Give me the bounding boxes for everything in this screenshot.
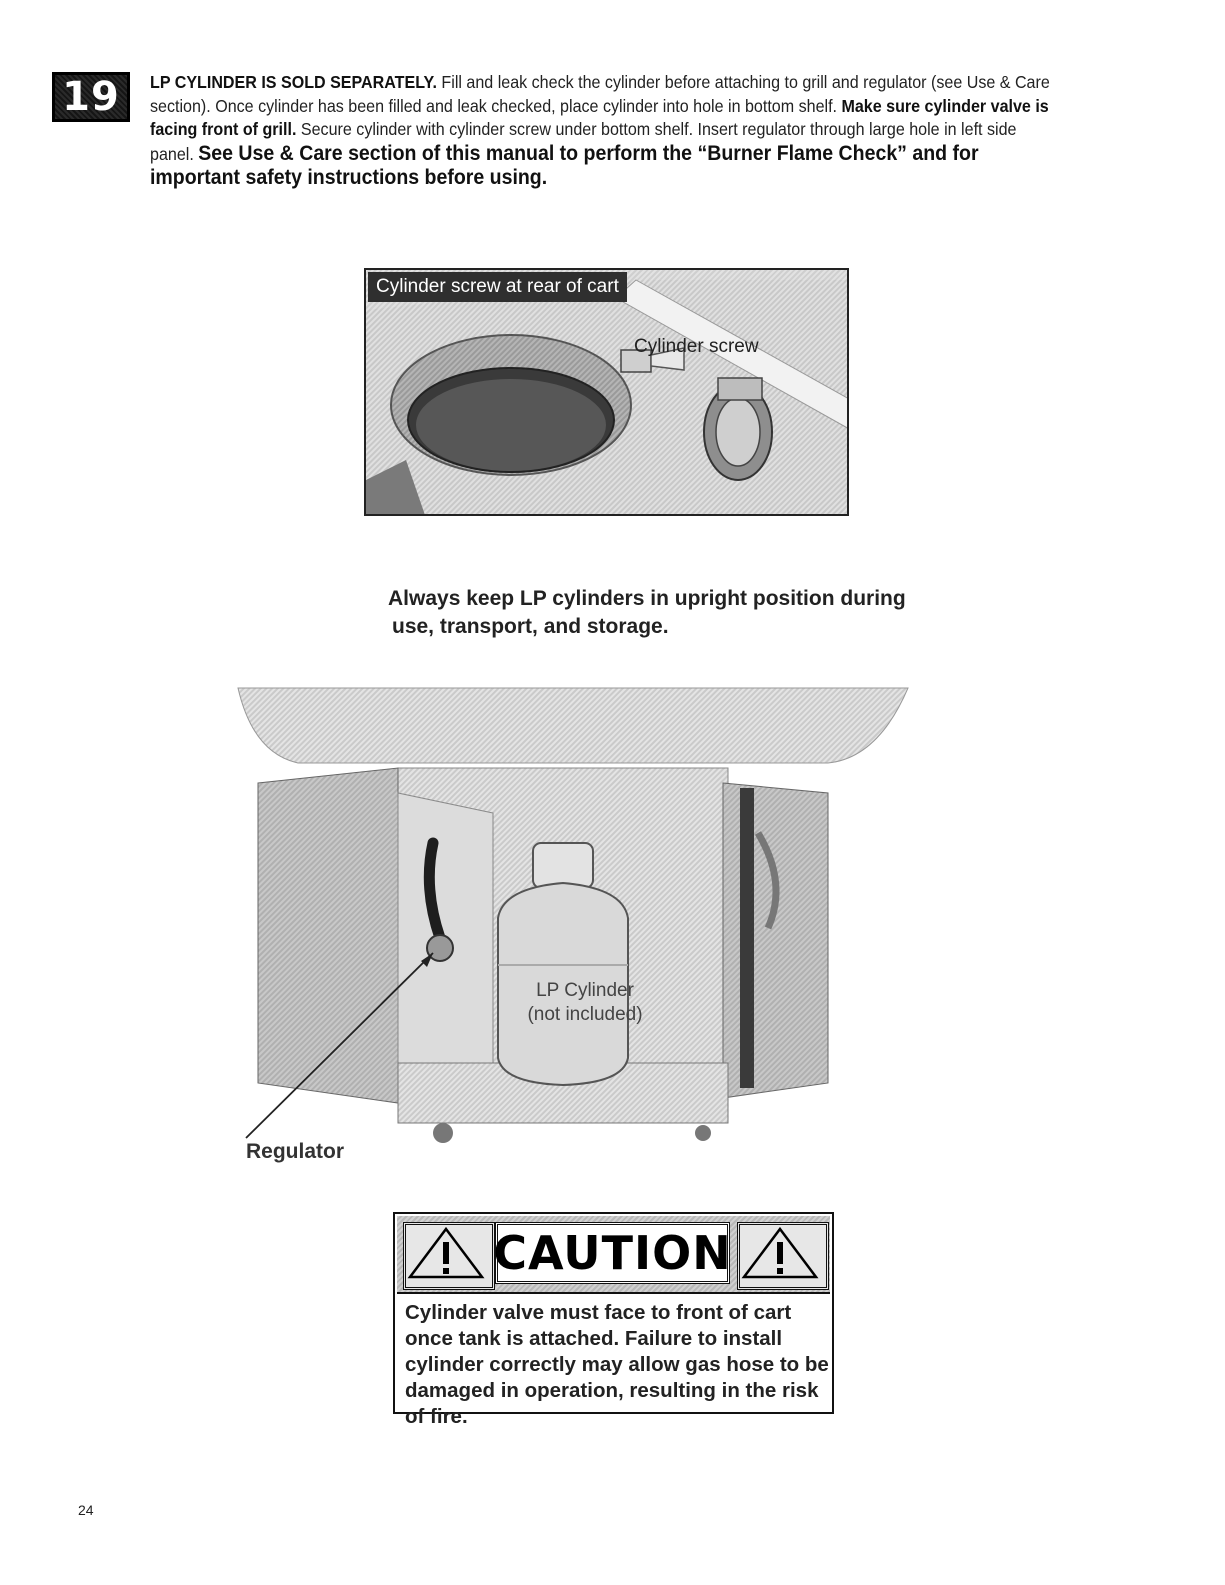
valve-facing-front-text: Make sure cylinder valve is facing front of grill. [150,95,1049,140]
cylinder-screw-illustration [364,268,849,516]
upright-position-note [388,585,908,641]
step-number: 19 [62,74,120,120]
warning-triangle-icon [406,1225,486,1281]
lp-cylinder-label-line-1: LP Cylinder [536,980,634,1001]
instruction-paragraph [150,71,1061,191]
caution-header [397,1216,830,1294]
cylinder-screw-caption: Cylinder screw at rear of cart [368,272,627,302]
regulator-label: Regulator [246,1140,345,1163]
cart-lp-cylinder-illustration [228,683,918,1145]
cylinder-screw-label: Cylinder screw [634,336,759,357]
step-number-badge [52,72,130,122]
warning-triangle-icon [740,1225,820,1281]
caution-word: CAUTION [493,1226,732,1280]
cart-drawing [228,683,918,1145]
lp-cylinder-label-line-2: (not included) [527,1004,643,1025]
warning-triangle-icon-left [403,1222,495,1290]
fill-leak-check-text: Fill and leak check the cylinder before attaching to grill and regulator (see Use & Care section). Once cylinder has been filled and leak checked, place cylinder into hole in bottom shelf. [150,72,1050,116]
sold-separately-heading: LP CYLINDER IS SOLD SEPARATELY. [150,72,437,92]
cylinder-screw-drawing [366,270,849,516]
secure-cylinder-text: Secure cylinder with cylinder screw under bottom shelf. Insert regulator through large hole in left side panel. [150,119,1017,164]
caution-word-cell [495,1222,730,1284]
page-number: 24 [78,1502,94,1518]
use-care-reference-text: See Use & Care section of this manual to perform the “Burner Flame Check” and for important safety instructions before using. [150,141,979,190]
lp-cylinder-label [520,979,650,1027]
warning-triangle-icon-right [737,1222,829,1290]
upright-note-line-1: Always keep LP cylinders in upright position during [388,587,906,610]
caution-box [393,1212,834,1428]
caution-text: Cylinder valve must face to front of cart once tank is attached. Failure to install cylinder correctly may allow gas hose to be damaged in operation, resulting in the risk of fire. [405,1301,829,1428]
upright-note-line-2: use, transport, and storage. [392,615,669,638]
